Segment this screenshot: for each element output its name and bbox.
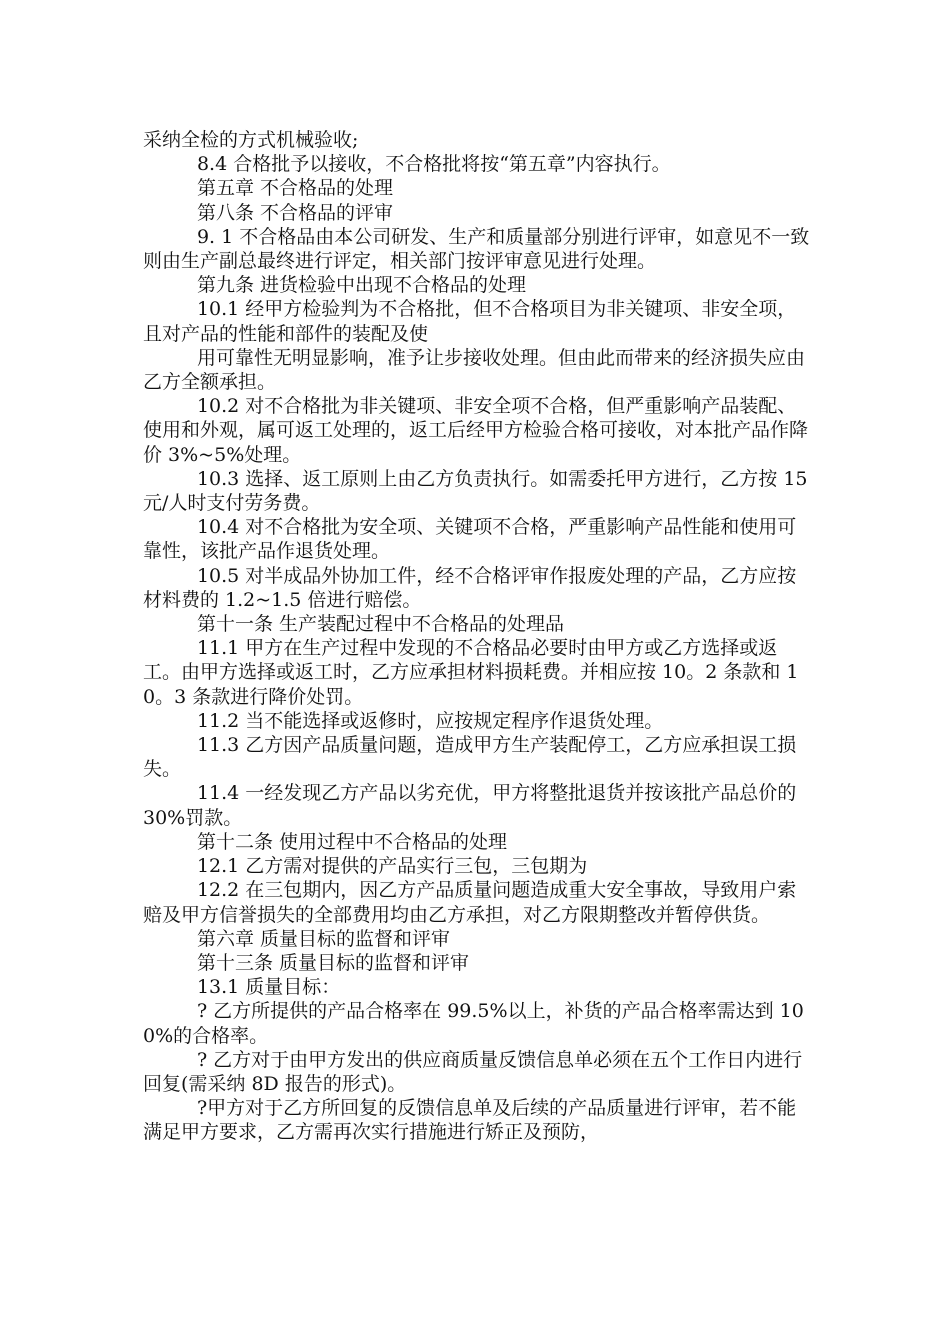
article-heading-8: 第八条 不合格品的评审 bbox=[196, 201, 393, 224]
paragraph-10-2: 10.2 对不合格批为非关键项、非安全项不合格，但严重影响产品装配、使用和外观，属可返工处理的，返工后经甲方检验合格可接收，对本批产品作降价 3%~5%处理。 bbox=[143, 395, 809, 466]
article-heading-9: 第九条 进货检验中出现不合格品的处理 bbox=[196, 274, 526, 297]
document-body bbox=[143, 128, 813, 1145]
paragraph-11-1: 11.1 甲方在生产过程中发现的不合格品必要时由甲方或乙方选择或返工。由甲方选择或返工时，乙方应承担材料损耗费。并相应按 10。2 条款和 10。3 条款进行降价处罚。 bbox=[143, 637, 799, 708]
paragraph-10-5: 10.5 对半成品外协加工件，经不合格评审作报废处理的产品，乙方应按材料费的 1.2~1.5 倍进行赔偿。 bbox=[143, 564, 797, 611]
paragraph-11-2: 11.2 当不能选择或返修时，应按规定程序作退货处理。 bbox=[196, 709, 664, 732]
paragraph-2: 8.4 合格批予以接收，不合格批将按“第五章”内容执行。 bbox=[196, 153, 671, 176]
paragraph-9-1: 9. 1 不合格品由本公司研发、生产和质量部分别进行评审，如意见不一致则由生产副总最终进行评定，相关部门按评审意见进行处理。 bbox=[143, 225, 810, 273]
bullet-review: ?甲方对于乙方所回复的反馈信息单及后续的产品质量进行评审，若不能满足甲方要求，乙方需再次实行措施进行矫正及预防， bbox=[143, 1097, 797, 1144]
paragraph-10-3: 10.3 选择、返工原则上由乙方负责执行。如需委托甲方进行，乙方按 15 元/人时支付劳务费。 bbox=[143, 467, 808, 515]
article-heading-11: 第十一条 生产装配过程中不合格品的处理品 bbox=[196, 613, 564, 636]
paragraph-11-3: 11.3 乙方因产品质量问题，造成甲方生产装配停工，乙方应承担误工损失。 bbox=[143, 734, 797, 781]
bullet-quality-rate: ? 乙方所提供的产品合格率在 99.5%以上，补货的产品合格率需达到 100%的合格率。 bbox=[143, 1000, 804, 1047]
chapter-heading-6: 第六章 质量目标的监督和评审 bbox=[196, 927, 450, 950]
chapter-heading-5: 第五章 不合格品的处理 bbox=[196, 177, 393, 200]
paragraph-10-1: 10.1 经甲方检验判为不合格批，但不合格项目为非关键项、非安全项，且对产品的性能和部件的装配及使 bbox=[143, 298, 797, 345]
paragraph-12-2: 12.2 在三包期内，因乙方产品质量问题造成重大安全事故，导致用户索赔及甲方信誉损失的全部费用均由乙方承担，对乙方限期整改并暂停供货。 bbox=[143, 879, 797, 926]
paragraph-10-4: 10.4 对不合格批为安全项、关键项不合格，严重影响产品性能和使用可靠性，该批产品作退货处理。 bbox=[143, 516, 797, 563]
bullet-feedback-reply: ? 乙方对于由甲方发出的供应商质量反馈信息单必须在五个工作日内进行回复(需采纳 8D 报告的形式)。 bbox=[143, 1048, 803, 1095]
paragraph-1: 采纳全检的方式机械验收; bbox=[143, 129, 359, 151]
paragraph-10-1-cont: 用可靠性无明显影响，准予让步接收处理。但由此而带来的经济损失应由乙方全额承担。 bbox=[143, 346, 805, 394]
paragraph-12-1: 12.1 乙方需对提供的产品实行三包，三包期为 bbox=[196, 855, 588, 878]
paragraph-13-1: 13.1 质量目标： bbox=[196, 976, 341, 999]
article-heading-13: 第十三条 质量目标的监督和评审 bbox=[196, 951, 469, 974]
article-heading-12: 第十二条 使用过程中不合格品的处理 bbox=[196, 830, 507, 853]
paragraph-11-4: 11.4 一经发现乙方产品以劣充优，甲方将整批退货并按该批产品总价的 30%罚款。 bbox=[143, 782, 797, 829]
